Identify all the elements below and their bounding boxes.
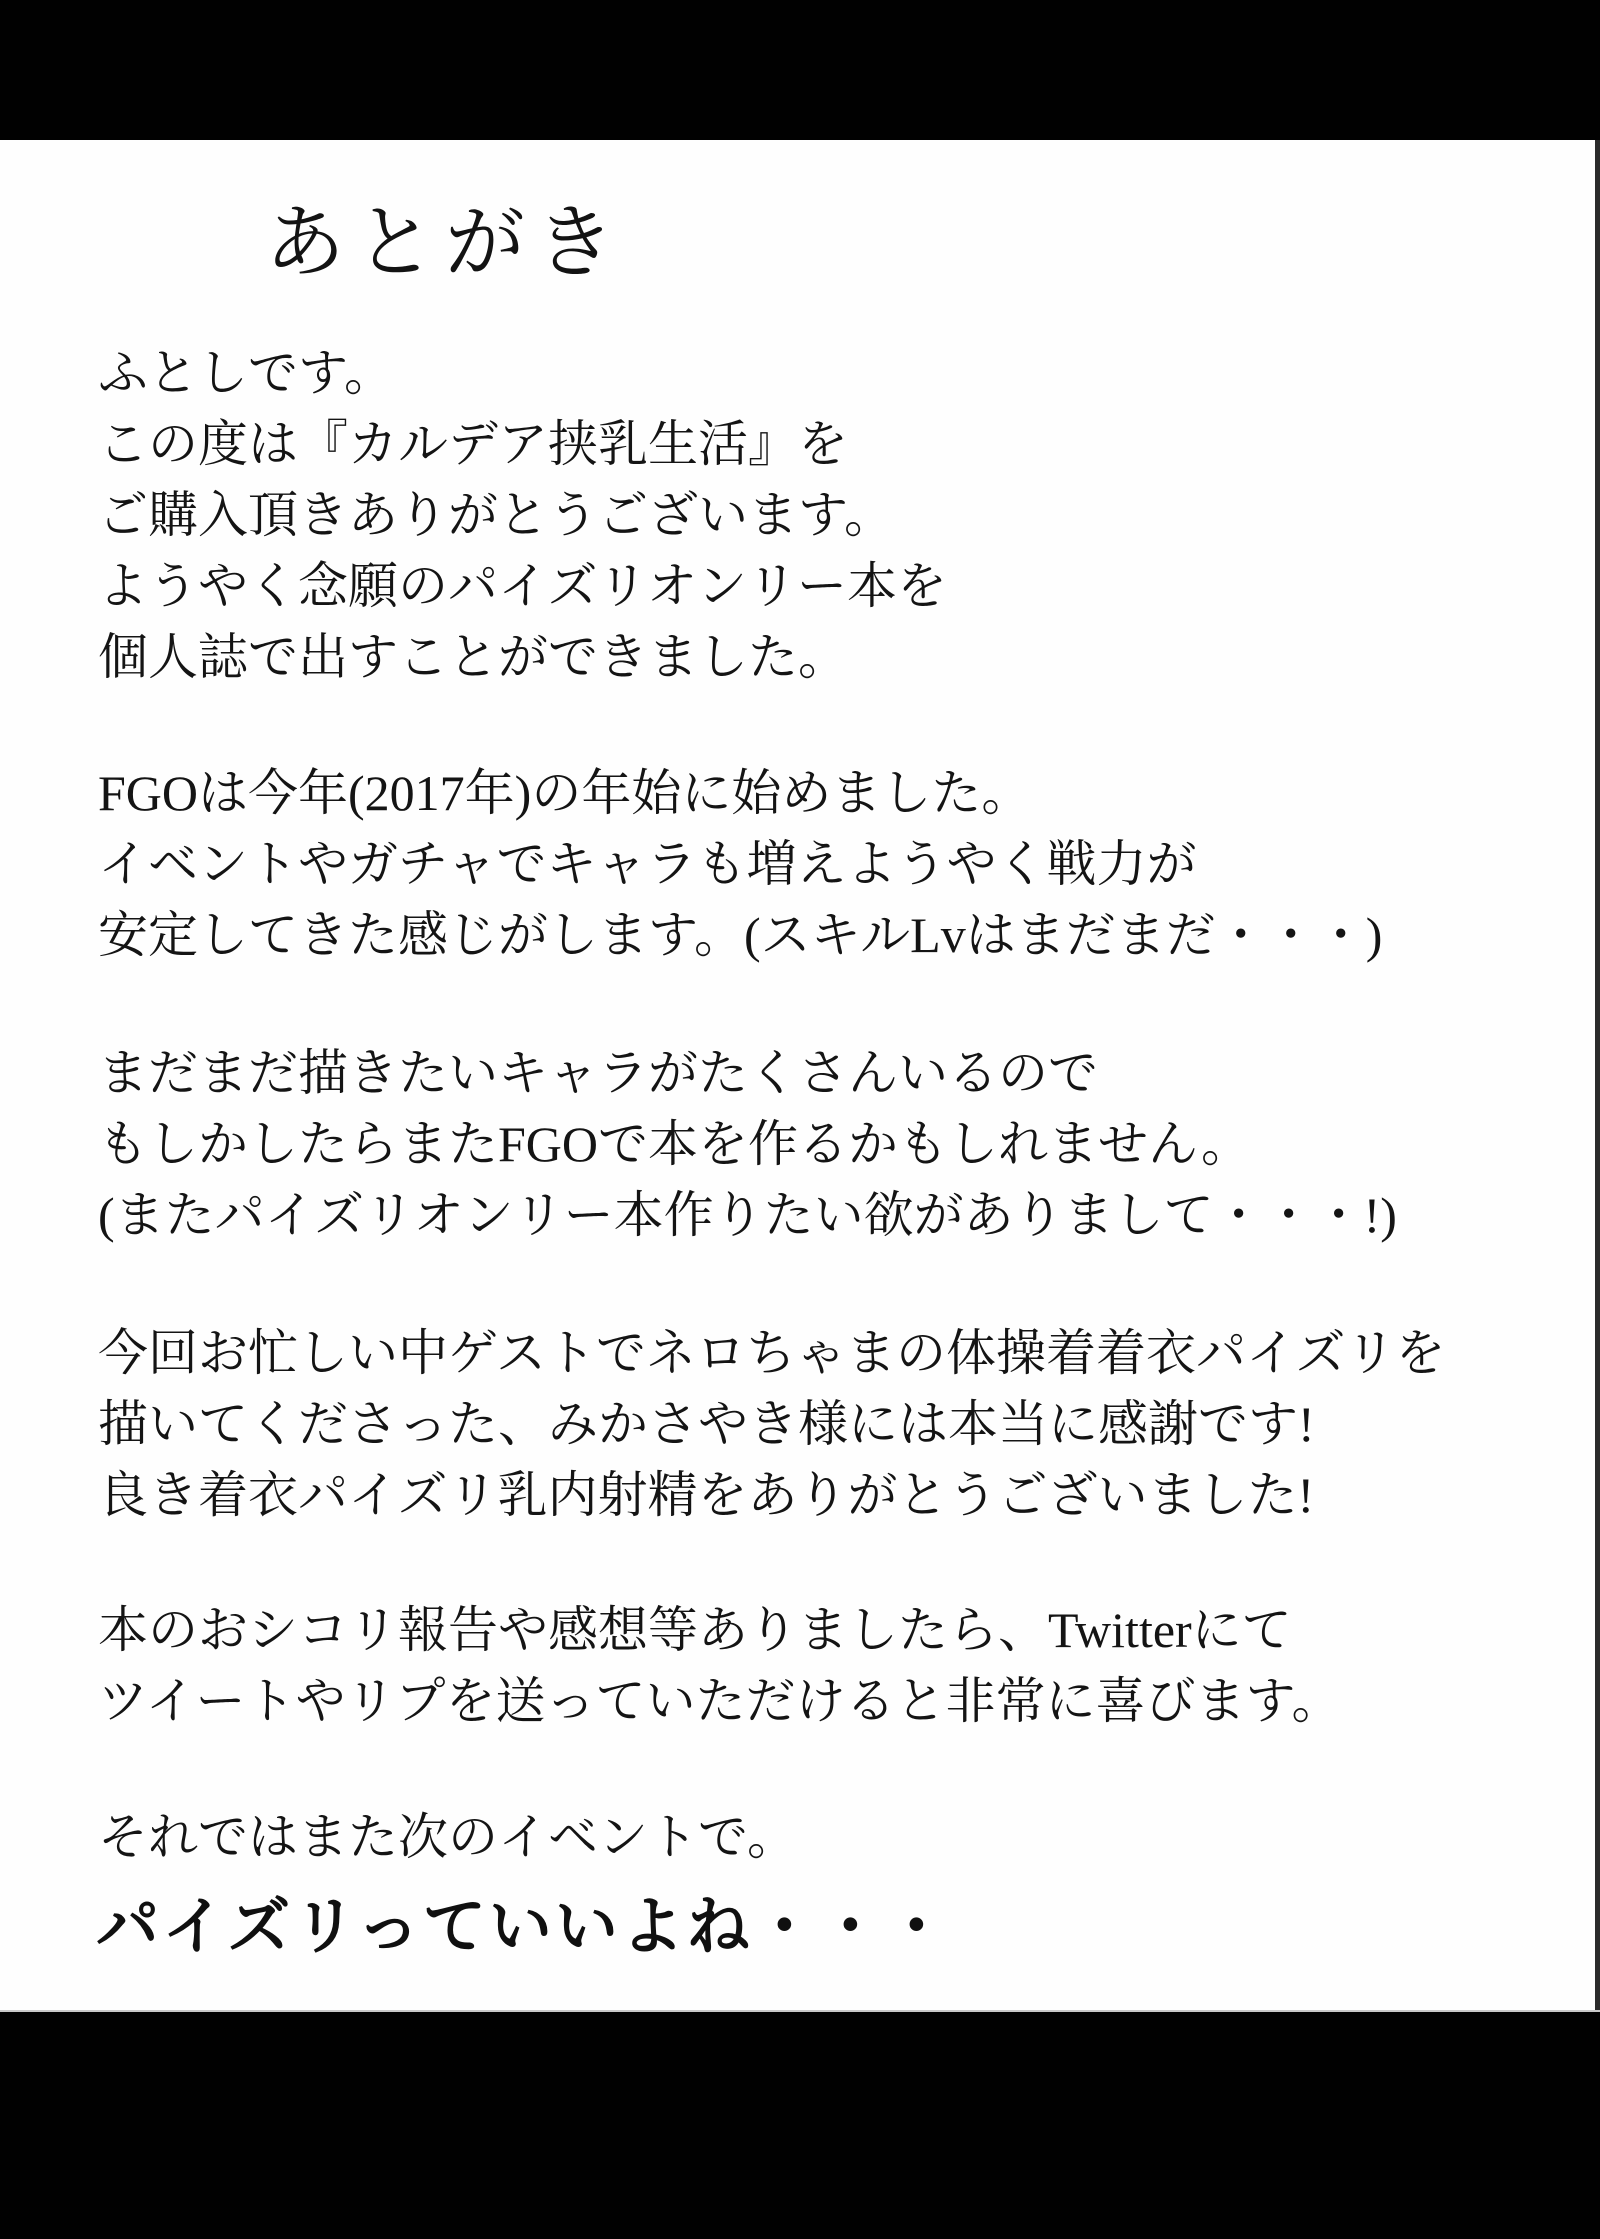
text-line: 安定してきた感じがします。(スキルLvはまだまだ・・・) xyxy=(98,907,1383,963)
text-line: 描いてくださった、みかさやき様には本当に感謝です! xyxy=(98,1396,1315,1452)
text-line: ふとしです。 xyxy=(98,345,394,401)
page-title: あとがき xyxy=(265,200,625,288)
page-body xyxy=(0,140,1600,2010)
text-line: 本のおシコリ報告や感想等ありましたら、Twitterにて xyxy=(98,1602,1292,1658)
text-line: (またパイズリオンリー本作りたい欲がありまして・・・!) xyxy=(98,1187,1397,1243)
text-line: 個人誌で出すことができました。 xyxy=(98,629,848,685)
paragraph-farewell xyxy=(98,1802,797,1873)
closing-line: パイズリっていいよね・・・ xyxy=(96,1892,951,1962)
scan-edge-artifact xyxy=(1595,140,1600,2010)
text-line: それではまた次のイベントで。 xyxy=(98,1809,797,1865)
text-line: イベントやガチャでキャラも増えようやく戦力が xyxy=(98,836,1197,892)
top-black-band xyxy=(0,0,1600,142)
text-line: 良き着衣パイズリ乳内射精をありがとうございました! xyxy=(98,1467,1315,1523)
text-line: ツイートやリプを送っていただけると非常に喜びます。 xyxy=(98,1673,1342,1729)
text-line: もしかしたらまたFGOで本を作るかもしれません。 xyxy=(98,1116,1252,1172)
text-line: FGOは今年(2017年)の年始に始めました。 xyxy=(98,765,1032,821)
paragraph-twitter xyxy=(98,1595,1342,1737)
bottom-black-band xyxy=(0,2010,1600,2239)
text-line: 今回お忙しい中ゲストでネロちゃまの体操着着衣パイズリを xyxy=(98,1325,1446,1381)
paragraph-guest-thanks xyxy=(98,1318,1446,1531)
paragraph-fgo xyxy=(98,758,1382,971)
text-line: この度は『カルデア挟乳生活』を xyxy=(98,416,848,472)
paragraph-greeting xyxy=(98,338,947,693)
paragraph-future-books xyxy=(98,1038,1397,1251)
text-line: ご購入頂きありがとうございます。 xyxy=(98,487,894,543)
text-line: ようやく念願のパイズリオンリー本を xyxy=(98,558,947,614)
text-line: まだまだ描きたいキャラがたくさんいるので xyxy=(98,1045,1098,1101)
